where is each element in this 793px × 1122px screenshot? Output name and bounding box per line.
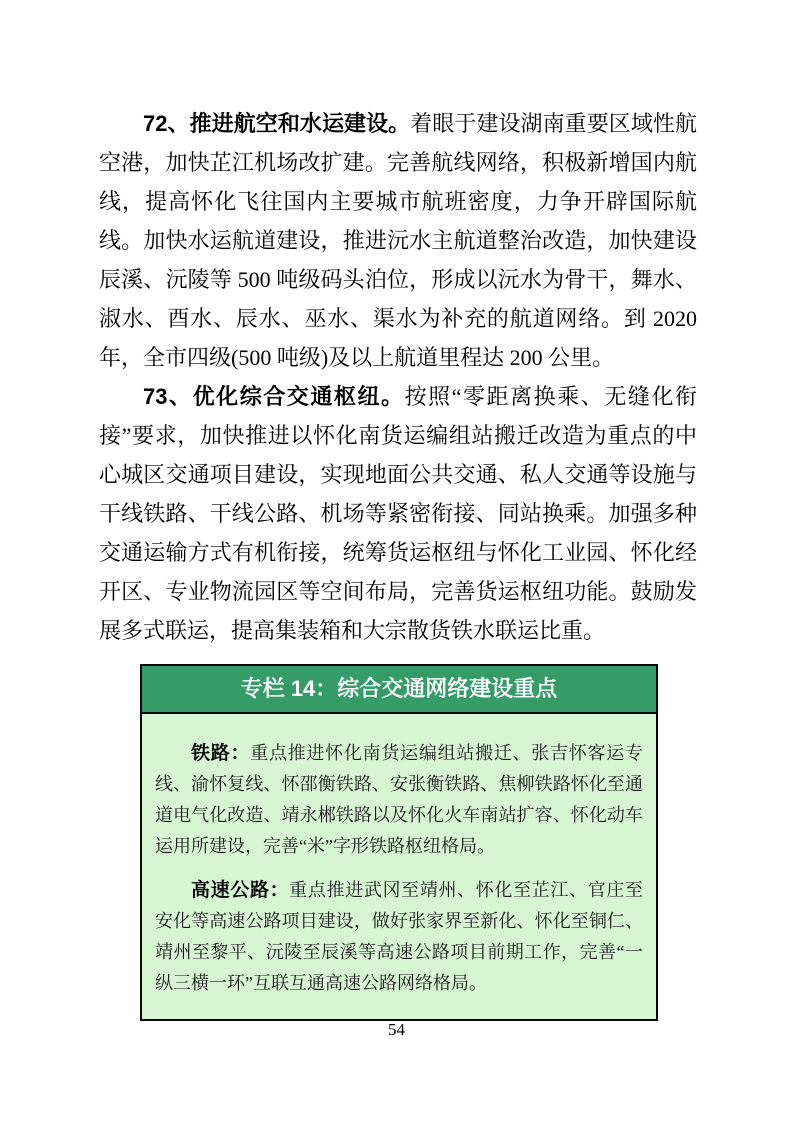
- feature-box-item-railway: [155, 738, 643, 862]
- expressway-label: 高速公路：: [191, 880, 290, 901]
- paragraph-72-body: 着眼于建设湖南重要区域性航空港，加快芷江机场改扩建。完善航线网络，积极新增国内航线，提高怀化飞往国内主要城市航班密度，力争开辟国际航线。加快水运航道建设，推进沅水主航道整治改造，加快建设辰溪、沅陵等 500 吨级码头泊位，形成以沅水为骨干，舞水、淑水、酉水、辰水、巫水、渠水为补充的航道网络。到 2020 年，全市四级(500 吨级)及以上航道里程达 200 公里。: [99, 111, 697, 370]
- feature-box-item-expressway: [155, 875, 643, 999]
- railway-text: 重点推进怀化南货运编组站搬迁、张吉怀客运专线、渝怀复线、怀邵衡铁路、安张衡铁路、焦柳铁路怀化至通道电气化改造、靖永郴铁路以及怀化火车南站扩容、怀化动车运用所建设，完善“米”字形铁路枢纽格局。: [155, 743, 643, 856]
- feature-box-body: [142, 714, 656, 1019]
- feature-box-column-14: [140, 664, 658, 1021]
- text-column: [99, 104, 697, 1021]
- paragraph-73-body: 按照“零距离换乘、无缝化衔接”要求，加快推进以怀化南货运编组站搬迁改造为重点的中心城区交通项目建设，实现地面公共交通、私人交通等设施与干线铁路、干线公路、机场等紧密衔接、同站换乘。加强多种交通运输方式有机衔接，统筹货运枢纽与怀化工业园、怀化经开区、专业物流园区等空间布局，完善货运枢纽功能。鼓励发展多式联运，提高集装箱和大宗散货铁水联运比重。: [99, 384, 697, 643]
- paragraph-72-heading: 72、推进航空和水运建设。: [143, 111, 411, 136]
- expressway-text: 重点推进武冈至靖州、怀化至芷江、官庄至安化等高速公路项目建设，做好张家界至新化、怀化至铜仁、靖州至黎平、沅陵至辰溪等高速公路项目前期工作，完善“一纵三横一环”互联互通高速公路网络格局。: [155, 880, 643, 993]
- paragraph-73: [99, 377, 697, 650]
- feature-box-title: 专栏 14：综合交通网络建设重点: [142, 666, 656, 714]
- paragraph-72: [99, 104, 697, 377]
- railway-label: 铁路：: [191, 743, 251, 764]
- page-number: 54: [388, 1020, 405, 1039]
- paragraph-73-heading: 73、优化综合交通枢纽。: [143, 384, 405, 409]
